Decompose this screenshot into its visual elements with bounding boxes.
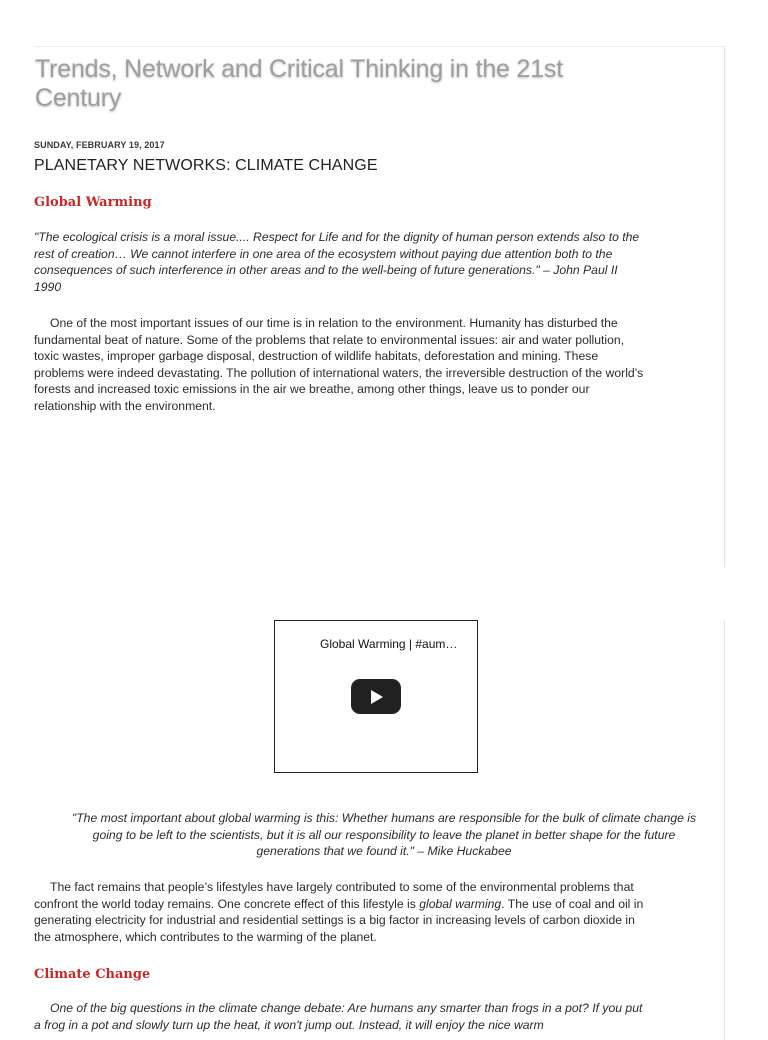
- emphasis-global-warming: global warming: [419, 896, 502, 911]
- paragraph-frogs: [34, 1000, 646, 1033]
- video-title[interactable]: Global Warming | #aum…: [320, 637, 458, 651]
- paragraph-environment-text: One of the most important issues of our time is in relation to the environment. Humanity has disturbed the fundamental beat of nature. Some of the problems that relate to environmental issues: air and water pollution, toxic wastes, improper garbage disposal, destruction of wildlife habitats, deforestation and mining. These problems were indeed devastating. The pollution of international waters, the irreversible destruction of the world’s forests and increased toxic emissions in the air we breathe, among other things, leave us to ponder our relationship with the environment.: [34, 316, 644, 413]
- video-embed[interactable]: [274, 620, 478, 773]
- paragraph-lifestyles: [34, 879, 646, 945]
- paragraph-lifestyles-start: The fact remains that people’s lifestyles have largely contributed to some of the environmental problems that confront the world today remains. One concrete effect of this lifestyle is: [34, 880, 634, 911]
- post-card-top: [34, 46, 725, 567]
- paragraph-lifestyles-end: . The use of coal and oil in generating electricity for industrial and residential settings is a big factor in increasing levels of carbon dioxide in the atmosphere, which contributes to the warming of the planet.: [34, 896, 644, 944]
- heading-climate-change: Climate Change: [34, 967, 151, 982]
- play-icon[interactable]: [351, 679, 401, 714]
- heading-global-warming: Global Warming: [34, 195, 152, 210]
- paragraph-frogs-text: One of the big questions in the climate change debate: Are humans any smarter than frogs in a pot? If you put a frog in a pot and slowly turn up the heat, it won't jump out. Instead, it will enjoy the nice warm: [34, 1001, 643, 1032]
- play-triangle-icon: [371, 690, 383, 704]
- post-date: SUNDAY, FEBRUARY 19, 2017: [34, 140, 165, 150]
- post-title[interactable]: PLANETARY NETWORKS: CLIMATE CHANGE: [34, 157, 378, 174]
- blog-title[interactable]: Trends, Network and Critical Thinking in the 21st Century: [35, 55, 563, 112]
- quote-john-paul: "The ecological crisis is a moral issue.... Respect for Life and for the dignity of human person extends also to the rest of creation… We cannot interfere in one area of the ecosystem without paying due attention both to the consequences of such interference in other areas and to the well-being of future generations." – John Paul II 1990: [34, 230, 640, 294]
- paragraph-environment: [34, 315, 646, 415]
- quote-huckabee: "The most important about global warming is this: Whether humans are responsible for the bulk of climate change is going to be left to the scientists, but it is all our responsibility to leave the planet in better shape for the future generations that we found it." – Mike Huckabee: [71, 811, 697, 859]
